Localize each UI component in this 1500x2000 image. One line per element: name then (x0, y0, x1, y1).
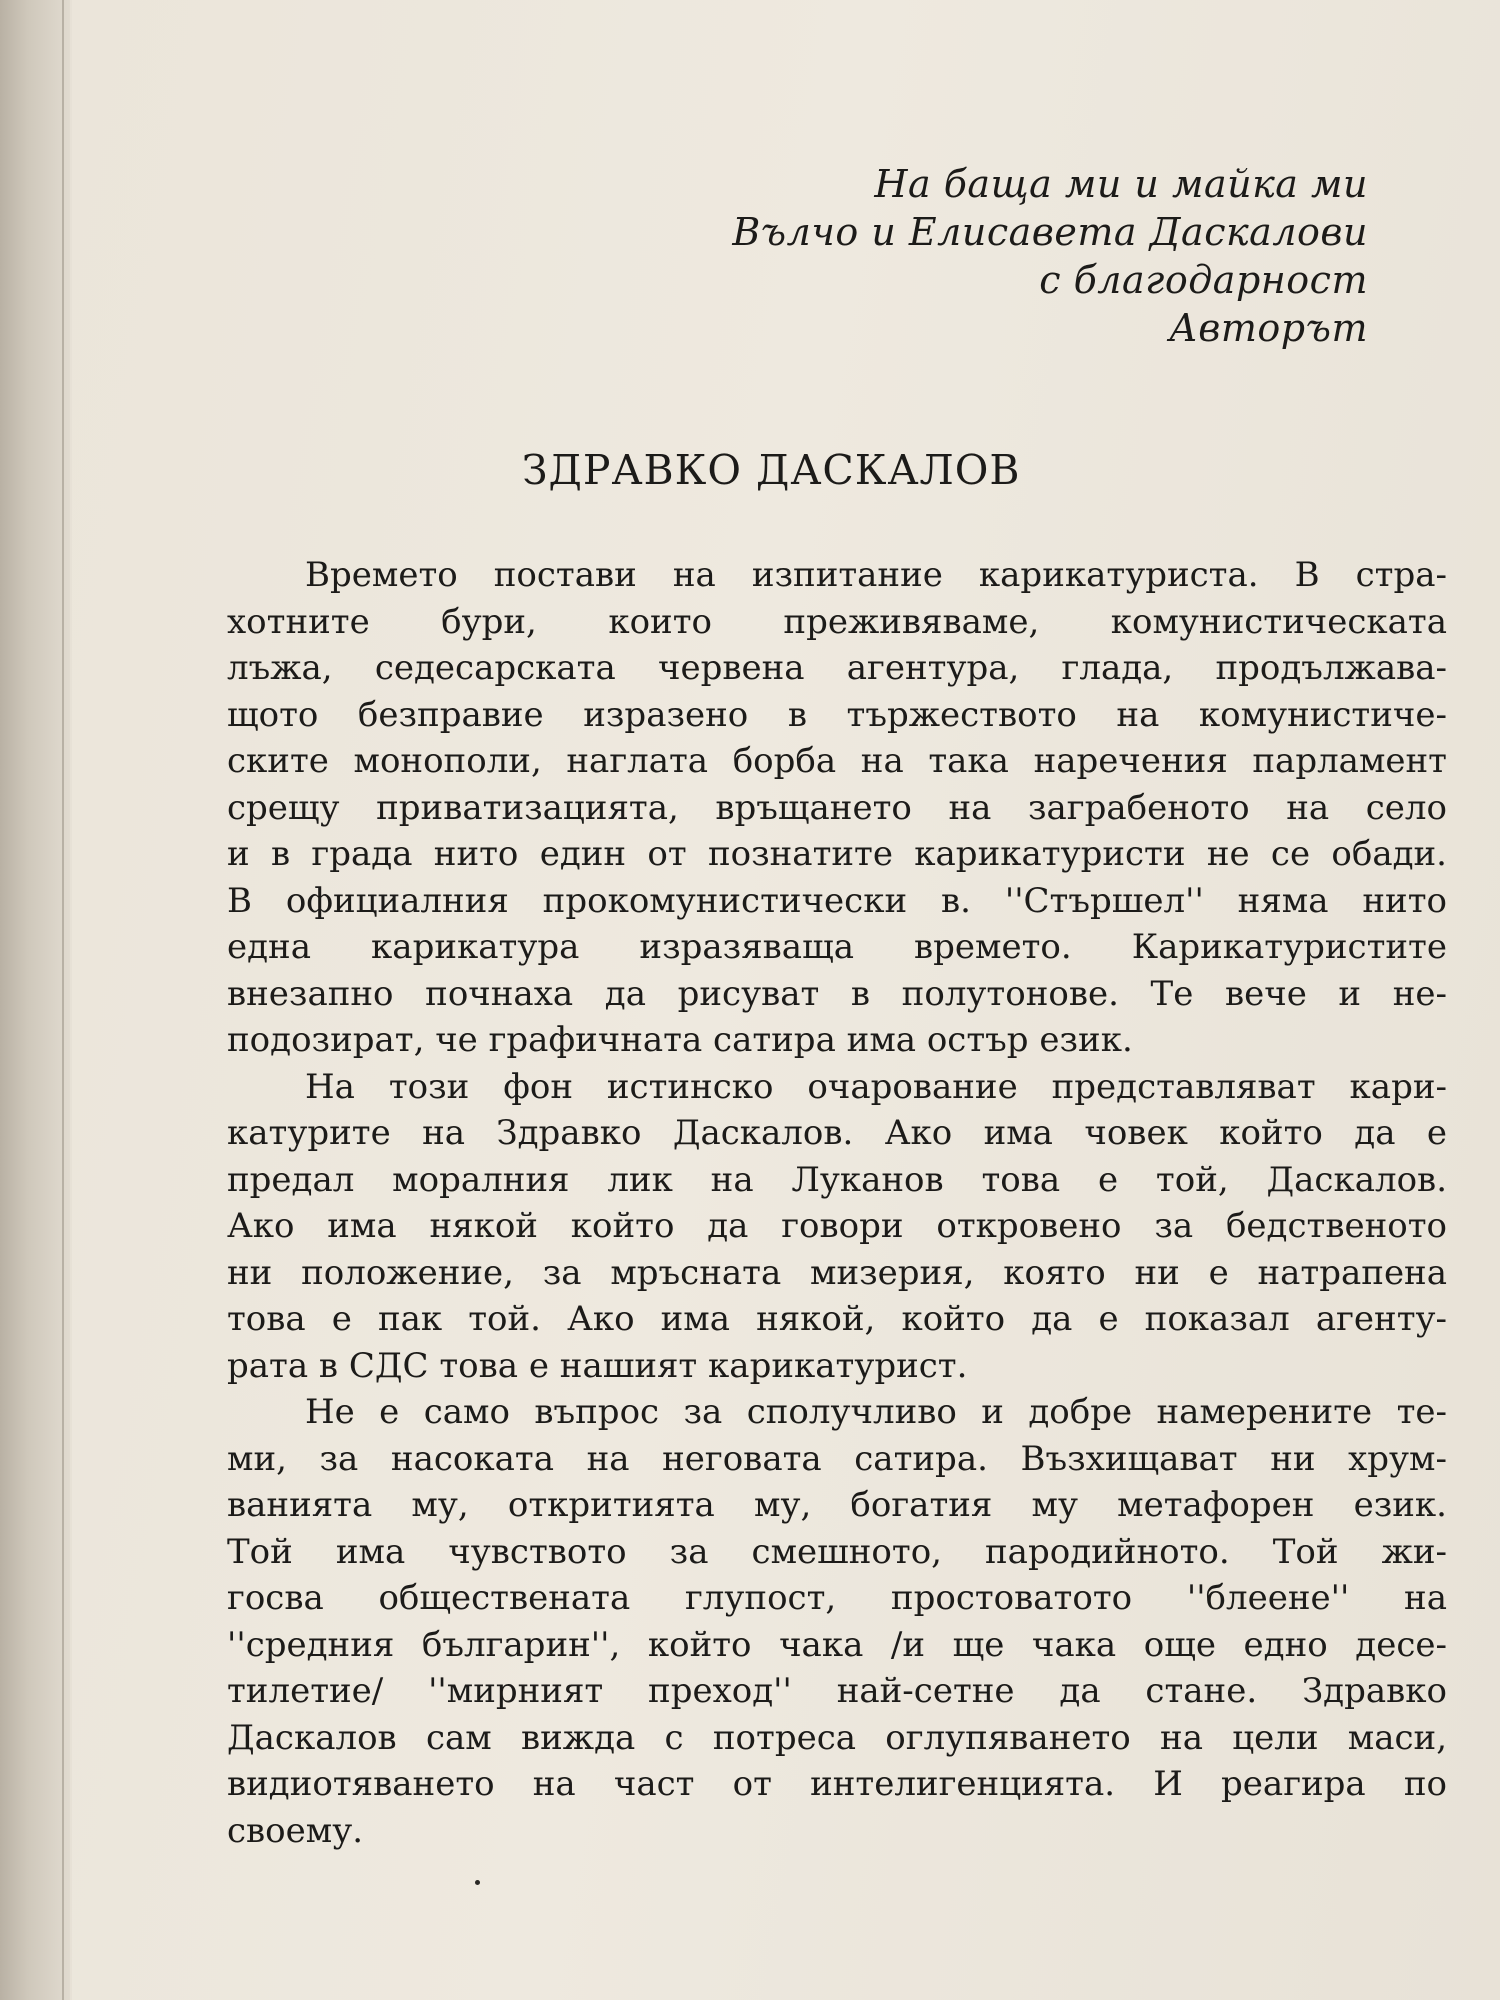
dedication-line: с благодарност (1039, 258, 1368, 302)
text-line: хотните бури, които преживяваме, комунистическата (227, 601, 1447, 642)
text-line: ми, за насоката на неговата сатира. Възхищават ни хрум- (227, 1438, 1447, 1479)
body-text (227, 552, 1447, 1854)
paragraph-2 (227, 1064, 1447, 1390)
text-line: Той има чувството за смешното, пародийното. Той жи- (227, 1531, 1447, 1572)
text-line: ските монополи, наглата борба на така наречения парламент (227, 741, 1447, 781)
book-gutter (0, 0, 70, 2000)
text-line: видиотяването на част от интелигенцията. И реагира по (227, 1764, 1447, 1804)
text-line: срещу приватизацията, връщането на заграбеното на село (227, 787, 1447, 828)
text-line: катурите на Здравко Даскалов. Ако има човек който да е (227, 1113, 1447, 1153)
text-line: Ако има някой който да говори откровено за бедственото (227, 1206, 1447, 1246)
dedication (732, 160, 1368, 352)
text-line: рата в СДС това е нашият карикатурист. (227, 1345, 968, 1386)
text-line: внезапно почнаха да рисуват в полутонове. Те вече и не- (227, 973, 1447, 1014)
chapter-title: ЗДРАВКО ДАСКАЛОВ (522, 446, 1021, 494)
text-line: своему. (227, 1810, 364, 1851)
text-line: това е пак той. Ако има някой, който да е показал агенту- (227, 1299, 1447, 1339)
text-line: ''средния българин'', който чака /и ще чака още едно десе- (227, 1624, 1447, 1665)
text-line: и в града нито един от познатите карикатуристи не се обади. (227, 834, 1447, 874)
text-line: ванията му, откритията му, богатия му метафорен език. (227, 1485, 1447, 1525)
text-line: една карикатура изразяваща времето. Карикатуристите (227, 927, 1447, 967)
text-line: подозират, че графичната сатира има остър език. (227, 1020, 1133, 1060)
dedication-line: На баща ми и майка ми (874, 162, 1368, 206)
text-line: В официалния прокомунистически в. ''Стършел'' няма нито (227, 880, 1447, 921)
dedication-line: Вълчо и Елисавета Даскалови (732, 210, 1368, 254)
ink-speck (475, 1880, 480, 1885)
text-line: Не е само въпрос за сполучливо и добре намерените те- (305, 1392, 1447, 1432)
text-line: тилетие/ ''мирният преход'' най-сетне да стане. Здравко (227, 1671, 1447, 1711)
text-line: щото безправие изразено в тържеството на комунистиче- (227, 694, 1447, 735)
text-line: госва обществената глупост, простоватото ''блеене'' на (227, 1578, 1447, 1618)
text-line: предал моралния лик на Луканов това е той, Даскалов. (227, 1159, 1447, 1200)
text-line: Даскалов сам вижда с потреса оглупяването на цели маси, (227, 1717, 1447, 1758)
text-line: ни положение, за мръсната мизерия, която ни е натрапена (227, 1252, 1447, 1293)
text-line: лъжа, седесарската червена агентура, глада, продължава- (227, 648, 1447, 688)
paragraph-3 (227, 1389, 1447, 1854)
text-line: Времето постави на изпитание карикатуриста. В стра- (305, 555, 1447, 595)
gutter-fold-line (62, 0, 64, 2000)
paragraph-1 (227, 552, 1447, 1064)
text-line: На този фон истинско очарование представляват кари- (305, 1066, 1447, 1107)
book-page (72, 0, 1500, 2000)
dedication-line: Авторът (1169, 306, 1368, 350)
